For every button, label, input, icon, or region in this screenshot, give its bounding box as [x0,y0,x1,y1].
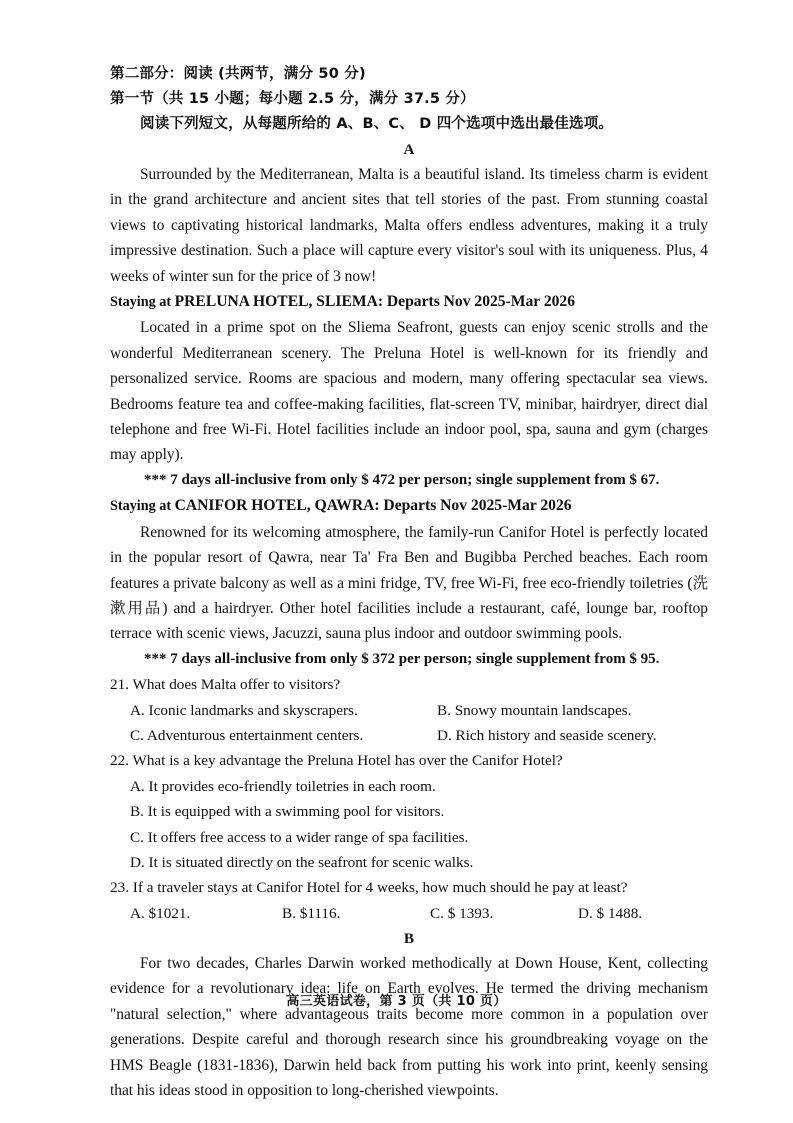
question-23-option-c[interactable]: C. $ 1393. [430,904,494,922]
passage-b-marker: B [403,930,415,948]
question-22-options-row-1 [110,774,708,799]
part-heading: 第二部分：阅读 (共两节，满分 50 分) [110,66,366,82]
question-22-options-row-3 [110,825,708,850]
question-21-stem: 21. What does Malta offer to visitors? [110,676,341,694]
canifor-hotel-body: Renowned for its welcoming atmosphere, the family-run Canifor Hotel is perfectly located in the popular resort of Qawra, near Ta' Fra Ben and Bugibba Perched beaches. Each room features a private balcony as well as a mini fridge, TV, free Wi-Fi, free eco-friendly toiletries (洗漱用品) and a hairdryer. Other hotel facilities include a restaurant, café, lounge bar, rooftop terrace with scenic views, Jacuzzi, sauna plus indoor and outdoor swimming pools. [110,523,708,643]
canifor-price-note: *** 7 days all-inclusive from only $ 372 per person; single supplement from $ 95. [144,650,660,667]
question-21-option-c[interactable]: C. Adventurous entertainment centers. [130,726,364,744]
question-21-options-row-2 [110,723,708,748]
question-22-option-b[interactable]: B. It is equipped with a swimming pool for visitors. [130,803,445,821]
question-22-option-a[interactable]: A. It provides eco-friendly toiletries in each room. [130,777,436,795]
question-22-option-d[interactable]: D. It is situated directly on the seafront for scenic walks. [130,853,474,871]
preluna-heading-main: PRELUNA HOTEL, SLIEMA: Departs Nov 2025-Mar 2026 [174,293,576,311]
question-21-option-b[interactable]: B. Snowy mountain landscapes. [437,701,632,719]
canifor-hotel-heading [110,493,708,519]
question-23-options-row [110,901,708,926]
reading-instruction: 阅读下列短文，从每题所给的 A、B、C、 D 四个选项中选出最佳选项。 [140,116,614,132]
question-22-option-c[interactable]: C. It offers free access to a wider range of spa facilities. [130,828,469,846]
page-footer: 高三英语试卷，第 3 页（共 10 页） [286,994,507,1009]
section-heading: 第一节（共 15 小题；每小题 2.5 分，满分 37.5 分） [110,91,475,107]
preluna-hotel-heading [110,289,708,315]
question-22-options-row-2 [110,799,708,824]
question-23-stem: 23. If a traveler stays at Canifor Hotel for 4 weeks, how much should he pay at least? [110,879,628,897]
question-23-option-b[interactable]: B. $1116. [282,904,341,922]
preluna-hotel-body: Located in a prime spot on the Sliema Seafront, guests can enjoy scenic strolls and the wonderful Mediterranean scenery. The Preluna Hotel is well-known for its friendly and personalized service. Rooms are spacious and modern, many offering spectacular sea views. Bedrooms feature tea and coffee-making facilities, flat-screen TV, minibar, hairdryer, direct dial telephone and free Wi-Fi. Hotel facilities include an indoor pool, spa, sauna and gym (charges may apply). [110,319,708,464]
question-22-options-row-4 [110,850,708,875]
question-23-option-d[interactable]: D. $ 1488. [578,904,643,922]
question-22-stem: 22. What is a key advantage the Preluna Hotel has over the Canifor Hotel? [110,752,563,770]
question-21-option-d[interactable]: D. Rich history and seaside scenery. [437,726,657,744]
question-23-option-a[interactable]: A. $1021. [130,904,191,922]
canifor-heading-main: CANIFOR HOTEL, QAWRA: Departs Nov 2025-Mar 2026 [174,497,572,515]
preluna-price-note: *** 7 days all-inclusive from only $ 472 per person; single supplement from $ 67. [144,471,660,488]
question-21-options-row-1 [110,698,708,723]
passage-a-marker: A [403,141,415,158]
passage-b-intro: For two decades, Charles Darwin worked methodically at Down House, Kent, collecting evidence for a revolutionary idea: life on Earth evolves. He termed the driving mechanism "natural selection," where advantageous traits become more common in a population over generations. Despite careful and thorough research since his groundbreaking voyage on the HMS Beagle (1831-1836), Darwin held back from putting his work into print, keenly sensing that his ideas stood in opposition to long-cherished viewpoints. [110,955,708,1100]
preluna-heading-lead: Staying at [110,294,175,311]
canifor-heading-lead: Staying at [110,498,175,515]
question-21-option-a[interactable]: A. Iconic landmarks and skyscrapers. [130,701,358,719]
passage-a-intro: Surrounded by the Mediterranean, Malta is a beautiful island. Its timeless charm is evident in the grand architecture and ancient sites that tell stories of the past. From stunning coastal views to captivating historical landmarks, Malta offers endless adventures, making it a truly impressive destination. Such a place will capture every visitor's soul with its uniqueness. Plus, 4 weeks of winter sun for the price of 3 now! [110,166,708,285]
page-content [110,62,708,1104]
